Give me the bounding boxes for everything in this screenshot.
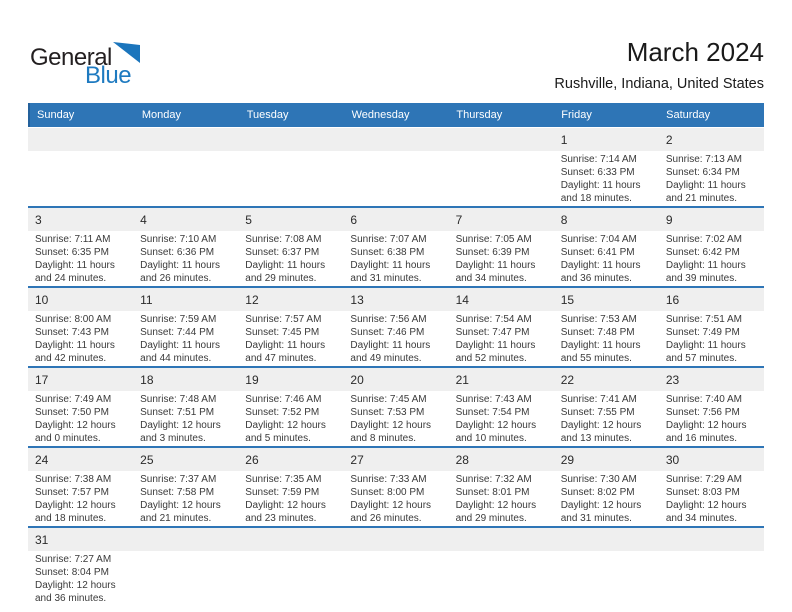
day-number: 6	[350, 212, 358, 227]
day-cell-empty	[449, 153, 554, 205]
day-cell-info	[28, 473, 133, 525]
daylight-line-2: and 26 minutes.	[140, 273, 212, 284]
day-cell-empty	[28, 153, 133, 205]
daylight-line-2: and 52 minutes.	[455, 353, 527, 364]
day-number: 3	[35, 212, 42, 227]
daylight-line-2: and 24 minutes.	[35, 273, 107, 284]
daylight-line-1: Daylight: 11 hours	[245, 260, 326, 271]
sunrise-line: Sunrise: 7:57 AM	[245, 314, 322, 325]
sunset-line: Sunset: 8:02 PM	[560, 487, 635, 498]
daylight-line-2: and 3 minutes.	[140, 433, 206, 444]
day-number: 15	[560, 292, 575, 307]
daylight-line-1: Daylight: 11 hours	[455, 340, 536, 351]
day-number: 19	[245, 372, 259, 387]
sunset-line: Sunset: 7:47 PM	[455, 327, 530, 338]
day-number: 13	[350, 292, 364, 307]
day-cell-info	[554, 153, 659, 205]
daylight-line-1: Daylight: 11 hours	[35, 260, 115, 271]
daylight-line-2: and 23 minutes.	[245, 513, 317, 524]
sunset-line: Sunset: 7:58 PM	[140, 487, 215, 498]
calendar-week-row	[28, 286, 764, 366]
day-number: 23	[665, 372, 680, 387]
day-number: 1	[560, 132, 568, 147]
sunset-line: Sunset: 7:49 PM	[665, 327, 740, 338]
daylight-line-2: and 55 minutes.	[560, 353, 632, 364]
calendar-week-row	[28, 128, 764, 206]
logo-text-general: General	[30, 44, 112, 71]
day-cell-info	[659, 473, 764, 525]
sunrise-line: Sunrise: 7:45 AM	[350, 394, 427, 405]
daylight-line-2: and 8 minutes.	[350, 433, 417, 444]
day-number: 18	[140, 372, 154, 387]
daylight-line-1: Daylight: 11 hours	[560, 340, 641, 351]
day-number: 14	[455, 292, 469, 307]
daylight-line-1: Daylight: 12 hours	[35, 420, 116, 431]
logo-text-blue: Blue	[85, 62, 132, 89]
day-info-band	[28, 391, 764, 446]
sunrise-line: Sunrise: 7:11 AM	[35, 234, 111, 245]
daylight-line-1: Daylight: 12 hours	[665, 500, 747, 511]
sunrise-line: Sunrise: 7:05 AM	[455, 234, 532, 245]
day-number: 27	[350, 452, 364, 467]
sunrise-line: Sunrise: 7:59 AM	[140, 314, 217, 325]
day-cell-info	[449, 233, 554, 285]
day-number: 12	[245, 292, 259, 307]
calendar-table	[28, 103, 764, 606]
daylight-line-1: Daylight: 11 hours	[350, 260, 431, 271]
sunrise-line: Sunrise: 7:41 AM	[560, 394, 637, 405]
day-info-band	[28, 551, 764, 606]
daylight-line-2: and 36 minutes.	[560, 273, 632, 284]
sunrise-line: Sunrise: 7:32 AM	[455, 474, 532, 485]
daylight-line-2: and 44 minutes.	[140, 353, 212, 364]
day-cell-info	[28, 393, 133, 445]
day-cell-info	[449, 473, 554, 525]
weekday-header-tuesday: Tuesday	[246, 109, 289, 121]
daylight-line-1: Daylight: 11 hours	[140, 260, 220, 271]
day-number-band	[28, 368, 764, 391]
day-cell-info	[28, 313, 133, 365]
day-cell-info	[659, 233, 764, 285]
sunset-line: Sunset: 7:57 PM	[35, 487, 109, 498]
day-number: 20	[350, 372, 364, 387]
day-number: 4	[140, 212, 147, 227]
daylight-line-2: and 10 minutes.	[455, 433, 527, 444]
sunset-line: Sunset: 6:42 PM	[665, 247, 740, 258]
sunrise-line: Sunrise: 7:13 AM	[665, 154, 742, 165]
day-cell-info	[133, 473, 238, 525]
daylight-line-1: Daylight: 11 hours	[665, 180, 746, 191]
daylight-line-1: Daylight: 12 hours	[140, 420, 221, 431]
month-title: March 2024	[626, 37, 764, 67]
sunset-line: Sunset: 8:01 PM	[455, 487, 530, 498]
sunrise-line: Sunrise: 7:53 AM	[560, 314, 637, 325]
sunset-line: Sunset: 6:35 PM	[35, 247, 109, 258]
daylight-line-2: and 21 minutes.	[140, 513, 212, 524]
daylight-line-2: and 0 minutes.	[35, 433, 101, 444]
daylight-line-2: and 34 minutes.	[665, 513, 738, 524]
daylight-line-1: Daylight: 11 hours	[665, 340, 746, 351]
day-number: 2	[665, 132, 673, 147]
sunset-line: Sunset: 8:00 PM	[350, 487, 425, 498]
day-cell-info	[343, 313, 448, 365]
day-cell-empty	[343, 553, 448, 605]
day-number: 29	[560, 452, 575, 467]
daylight-line-2: and 21 minutes.	[665, 193, 738, 204]
day-info-band	[28, 471, 764, 526]
sunset-line: Sunset: 7:56 PM	[665, 407, 740, 418]
day-number: 21	[455, 372, 469, 387]
sunset-line: Sunset: 7:53 PM	[350, 407, 425, 418]
sunrise-line: Sunrise: 7:27 AM	[35, 554, 112, 565]
day-cell-info	[238, 233, 343, 285]
daylight-line-2: and 31 minutes.	[560, 513, 632, 524]
daylight-line-1: Daylight: 11 hours	[560, 260, 641, 271]
sunrise-line: Sunrise: 7:48 AM	[140, 394, 217, 405]
sunset-line: Sunset: 6:41 PM	[560, 247, 635, 258]
day-cell-empty	[343, 153, 448, 205]
calendar-week-row	[28, 366, 764, 446]
daylight-line-1: Daylight: 12 hours	[245, 420, 326, 431]
daylight-line-2: and 5 minutes.	[245, 433, 311, 444]
sunrise-line: Sunrise: 7:02 AM	[665, 234, 742, 245]
daylight-line-2: and 16 minutes.	[665, 433, 738, 444]
sunrise-line: Sunrise: 7:54 AM	[455, 314, 532, 325]
day-number: 30	[665, 452, 680, 467]
day-number: 7	[455, 212, 463, 227]
day-cell-info	[449, 313, 554, 365]
weekday-header-monday: Monday	[141, 109, 181, 121]
day-cell-info	[449, 393, 554, 445]
day-cell-info	[133, 233, 238, 285]
sunset-line: Sunset: 7:59 PM	[245, 487, 320, 498]
daylight-line-1: Daylight: 12 hours	[350, 420, 432, 431]
daylight-line-2: and 18 minutes.	[35, 513, 107, 524]
daylight-line-1: Daylight: 11 hours	[560, 180, 641, 191]
day-number-band	[28, 528, 764, 551]
day-info-band	[28, 231, 764, 286]
daylight-line-2: and 29 minutes.	[245, 273, 317, 284]
sunset-line: Sunset: 6:38 PM	[350, 247, 425, 258]
day-cell-empty	[238, 553, 343, 605]
day-cell-info	[28, 233, 133, 285]
day-cell-info	[659, 313, 764, 365]
day-cell-info	[343, 393, 448, 445]
daylight-line-1: Daylight: 11 hours	[245, 340, 326, 351]
daylight-line-1: Daylight: 12 hours	[665, 420, 747, 431]
day-number-band	[28, 448, 764, 471]
sunset-line: Sunset: 7:51 PM	[140, 407, 215, 418]
daylight-line-2: and 13 minutes.	[560, 433, 632, 444]
sunset-line: Sunset: 8:04 PM	[35, 567, 109, 578]
sunset-line: Sunset: 6:36 PM	[140, 247, 215, 258]
weekday-header-thursday: Thursday	[456, 109, 503, 121]
daylight-line-2: and 26 minutes.	[350, 513, 422, 524]
daylight-line-1: Daylight: 12 hours	[560, 500, 642, 511]
day-cell-info	[28, 553, 133, 605]
daylight-line-1: Daylight: 12 hours	[35, 500, 116, 511]
daylight-line-2: and 42 minutes.	[35, 353, 107, 364]
day-cell-info	[554, 313, 659, 365]
sunrise-line: Sunrise: 7:37 AM	[140, 474, 217, 485]
sunset-line: Sunset: 8:03 PM	[665, 487, 740, 498]
sunrise-line: Sunrise: 7:07 AM	[350, 234, 427, 245]
daylight-line-2: and 47 minutes.	[245, 353, 317, 364]
day-cell-info	[659, 153, 764, 205]
general-blue-logo	[30, 42, 160, 98]
location-subtitle: Rushville, Indiana, United States	[554, 76, 764, 92]
daylight-line-1: Daylight: 11 hours	[140, 340, 220, 351]
sunrise-line: Sunrise: 8:00 AM	[35, 314, 112, 325]
day-number: 8	[560, 212, 568, 227]
daylight-line-1: Daylight: 11 hours	[665, 260, 746, 271]
sunset-line: Sunset: 7:50 PM	[35, 407, 109, 418]
sunset-line: Sunset: 7:55 PM	[560, 407, 635, 418]
sunset-line: Sunset: 7:45 PM	[245, 327, 320, 338]
day-number: 9	[665, 212, 673, 227]
sunrise-line: Sunrise: 7:30 AM	[560, 474, 637, 485]
daylight-line-1: Daylight: 12 hours	[350, 500, 432, 511]
daylight-line-1: Daylight: 11 hours	[350, 340, 431, 351]
day-number: 10	[35, 292, 49, 307]
day-cell-info	[238, 393, 343, 445]
daylight-line-1: Daylight: 12 hours	[455, 420, 537, 431]
sunset-line: Sunset: 7:43 PM	[35, 327, 109, 338]
daylight-line-1: Daylight: 12 hours	[560, 420, 642, 431]
sunrise-line: Sunrise: 7:49 AM	[35, 394, 112, 405]
sunset-line: Sunset: 7:46 PM	[350, 327, 425, 338]
sunrise-line: Sunrise: 7:14 AM	[560, 154, 637, 165]
sunrise-line: Sunrise: 7:40 AM	[665, 394, 742, 405]
day-cell-empty	[133, 153, 238, 205]
sunset-line: Sunset: 6:34 PM	[665, 167, 740, 178]
daylight-line-2: and 36 minutes.	[35, 593, 107, 604]
day-number: 22	[560, 372, 575, 387]
day-number: 17	[35, 372, 49, 387]
day-cell-info	[133, 393, 238, 445]
sunrise-line: Sunrise: 7:08 AM	[245, 234, 322, 245]
sunset-line: Sunset: 7:54 PM	[455, 407, 530, 418]
calendar-week-row	[28, 206, 764, 286]
sunset-line: Sunset: 7:52 PM	[245, 407, 320, 418]
day-cell-empty	[133, 553, 238, 605]
daylight-line-2: and 18 minutes.	[560, 193, 632, 204]
day-number: 26	[245, 452, 259, 467]
calendar-week-row	[28, 446, 764, 526]
weekday-header-wednesday: Wednesday	[351, 109, 410, 121]
day-number: 16	[665, 292, 680, 307]
daylight-line-1: Daylight: 11 hours	[35, 340, 115, 351]
sunset-line: Sunset: 6:37 PM	[245, 247, 320, 258]
sunrise-line: Sunrise: 7:46 AM	[245, 394, 322, 405]
day-info-band	[28, 151, 764, 206]
day-number: 28	[455, 452, 469, 467]
daylight-line-2: and 49 minutes.	[350, 353, 422, 364]
sunrise-line: Sunrise: 7:10 AM	[140, 234, 217, 245]
sunrise-line: Sunrise: 7:43 AM	[455, 394, 532, 405]
calendar-week-row	[28, 526, 764, 606]
day-cell-info	[554, 473, 659, 525]
day-cell-empty	[554, 553, 659, 605]
daylight-line-2: and 29 minutes.	[455, 513, 527, 524]
day-number: 5	[245, 212, 252, 227]
sunrise-line: Sunrise: 7:35 AM	[245, 474, 322, 485]
day-number: 24	[35, 452, 49, 467]
day-number-band	[28, 288, 764, 311]
sunset-line: Sunset: 7:48 PM	[560, 327, 635, 338]
day-cell-empty	[238, 153, 343, 205]
weekday-header-row	[28, 103, 764, 127]
day-cell-info	[554, 233, 659, 285]
sunrise-line: Sunrise: 7:04 AM	[560, 234, 637, 245]
sunrise-line: Sunrise: 7:38 AM	[35, 474, 112, 485]
sunset-line: Sunset: 6:33 PM	[560, 167, 635, 178]
daylight-line-1: Daylight: 12 hours	[245, 500, 326, 511]
daylight-line-2: and 57 minutes.	[665, 353, 738, 364]
day-cell-info	[659, 393, 764, 445]
daylight-line-1: Daylight: 12 hours	[455, 500, 537, 511]
day-number-band	[28, 208, 764, 231]
daylight-line-1: Daylight: 11 hours	[455, 260, 536, 271]
day-number: 25	[140, 452, 154, 467]
daylight-line-2: and 39 minutes.	[665, 273, 738, 284]
day-number: 31	[35, 532, 49, 547]
day-info-band	[28, 311, 764, 366]
day-cell-empty	[449, 553, 554, 605]
day-cell-info	[133, 313, 238, 365]
day-cell-info	[238, 473, 343, 525]
day-cell-info	[343, 233, 448, 285]
daylight-line-1: Daylight: 12 hours	[35, 580, 116, 591]
sunrise-line: Sunrise: 7:33 AM	[350, 474, 427, 485]
daylight-line-2: and 31 minutes.	[350, 273, 422, 284]
sunrise-line: Sunrise: 7:56 AM	[350, 314, 427, 325]
weekday-header-sunday: Sunday	[37, 109, 75, 121]
daylight-line-2: and 34 minutes.	[455, 273, 527, 284]
weekday-header-saturday: Saturday	[666, 109, 711, 121]
day-cell-info	[554, 393, 659, 445]
sunrise-line: Sunrise: 7:29 AM	[665, 474, 742, 485]
day-cell-info	[238, 313, 343, 365]
daylight-line-1: Daylight: 12 hours	[140, 500, 221, 511]
day-number-band	[28, 128, 764, 151]
sunset-line: Sunset: 7:44 PM	[140, 327, 215, 338]
weekday-header-friday: Friday	[561, 109, 592, 121]
day-cell-info	[343, 473, 448, 525]
day-number: 11	[140, 292, 153, 307]
sunrise-line: Sunrise: 7:51 AM	[665, 314, 742, 325]
sunset-line: Sunset: 6:39 PM	[455, 247, 530, 258]
day-cell-empty	[659, 553, 764, 605]
